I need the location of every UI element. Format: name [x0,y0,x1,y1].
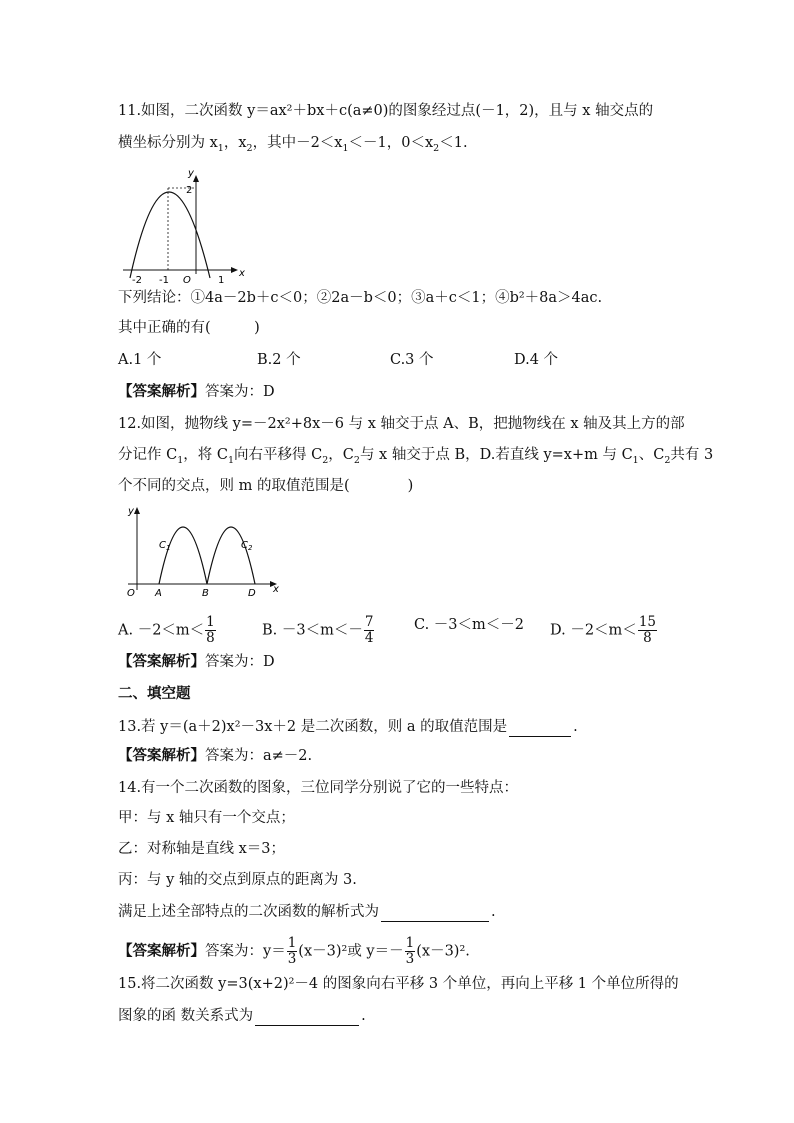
q15-line2: 图象的函 数关系式为 . [118,1005,366,1026]
point-a-label: A [155,588,162,599]
x-axis-arrow [231,267,238,273]
fraction: $\frac{1}{8}$ [206,614,215,646]
answer-tag: 【答案解析】 [118,748,205,764]
q12-line2: 分记作 $C_1$，将 $C_1$向右平移得 $C_2$，$C_2$与 x 轴交于点 B，D.若直线 y=x+m 与 $C_1$、$C_2$共有 3 [118,447,714,466]
parabola-curve [130,192,210,278]
parabola-c1 [159,527,207,584]
q13-answer: 【答案解析】答案为：a≠－2. [118,748,313,764]
answer-blank [381,901,489,922]
fraction: $\frac{15}{8}$ [638,614,656,646]
q11-parabola-figure [118,166,248,286]
origin-label: O [183,275,191,286]
q12-option-c: C. －3＜m＜－2 [414,617,524,633]
q14-line1: 14.有一个二次函数的图象，三位同学分别说了它的一些特点： [118,780,519,796]
q14-line3: 乙：对称轴是直线 x＝3； [118,841,286,857]
tick-label-neg1: -1 [159,275,169,286]
q13-text: 13.若 y＝(a＋2)x²－3x＋2 是二次函数，则 a 的取值范围是 . [118,716,578,737]
c2-label: $C_2$ [241,540,253,552]
tick-label-2: 2 [186,185,193,196]
q11-option-c: C.3 个 [390,352,434,368]
point-d-label: D [248,588,256,599]
fraction: $\frac{1}{3}$ [287,935,297,967]
answer-tag: 【答案解析】 [118,654,205,670]
parabola-c2 [207,527,255,584]
q14-line2: 甲：与 x 轴只有一个交点； [118,810,295,826]
answer-tag: 【答案解析】 [118,384,205,400]
section-heading: 二、填空题 [118,686,191,702]
y-axis-label: y [188,168,194,179]
answer-blank [255,1005,359,1026]
q11-answer: 【答案解析】答案为：D [118,384,275,400]
c1-label: $C_1$ [159,540,171,552]
point-b-label: B [202,588,209,599]
q11-line1: 11.如图，二次函数 y＝ax²＋bx＋c(a≠0)的图象经过点(－1，2)，且与 x 轴交点的 [118,103,654,119]
q15-line1: 15.将二次函数 y=3(x+2)²－4 的图象向右平移 3 个单位，再向上平移 1 个单位所得的 [118,976,679,992]
fraction: $\frac{1}{3}$ [405,935,415,967]
q12-option-d: D. －2＜m＜ $\frac{15}{8}$ [550,614,656,646]
q11-prompt: 其中正确的有( ) [118,320,260,336]
q11-option-a: A.1 个 [118,352,162,368]
q14-line5: 满足上述全部特点的二次函数的解析式为 . [118,901,496,922]
x-axis-label: x [273,584,279,595]
q12-parabolas-figure [118,500,288,602]
q11-line2: 横坐标分别为 $x_1$，$x_2$，其中$-2<x_1<-1$，$0<x_2<1$. [118,135,468,154]
origin-label: O [127,588,135,599]
answer-blank [509,716,571,737]
q11-option-d: D.4 个 [514,352,559,368]
q12-option-b: B. －3＜m＜－ $\frac{7}{4}$ [262,614,374,646]
q12-option-a: A. －2＜m＜ $\frac{1}{8}$ [118,614,215,646]
q11-option-b: B.2 个 [257,352,301,368]
fraction: $\frac{7}{4}$ [364,614,374,646]
q12-answer: 【答案解析】答案为：D [118,654,275,670]
q12-line3: 个不同的交点，则 m 的取值范围是( ) [118,478,414,494]
y-axis-label: y [128,506,134,517]
q12-line1: 12.如图，抛物线 y=－2x²+8x－6 与 x 轴交于点 A、B，把抛物线在 x 轴及其上方的部 [118,416,685,432]
q14-line4: 丙：与 y 轴的交点到原点的距离为 3. [118,872,357,888]
x-axis-label: x [239,268,245,279]
q14-answer: 【答案解析】答案为：y＝ $\frac{1}{3}$ (x－3)²或 y＝－ $\frac{1}{3}$ (x－3)². [118,935,470,967]
tick-label-neg2: -2 [132,275,142,286]
answer-tag: 【答案解析】 [118,943,205,960]
y-axis-arrow [134,507,140,514]
tick-label-1: 1 [218,275,225,286]
q11-conclusions: 下列结论：①4a－2b＋c＜0；②2a－b＜0；③a＋c＜1；④b²＋8a＞4ac. [118,290,603,306]
